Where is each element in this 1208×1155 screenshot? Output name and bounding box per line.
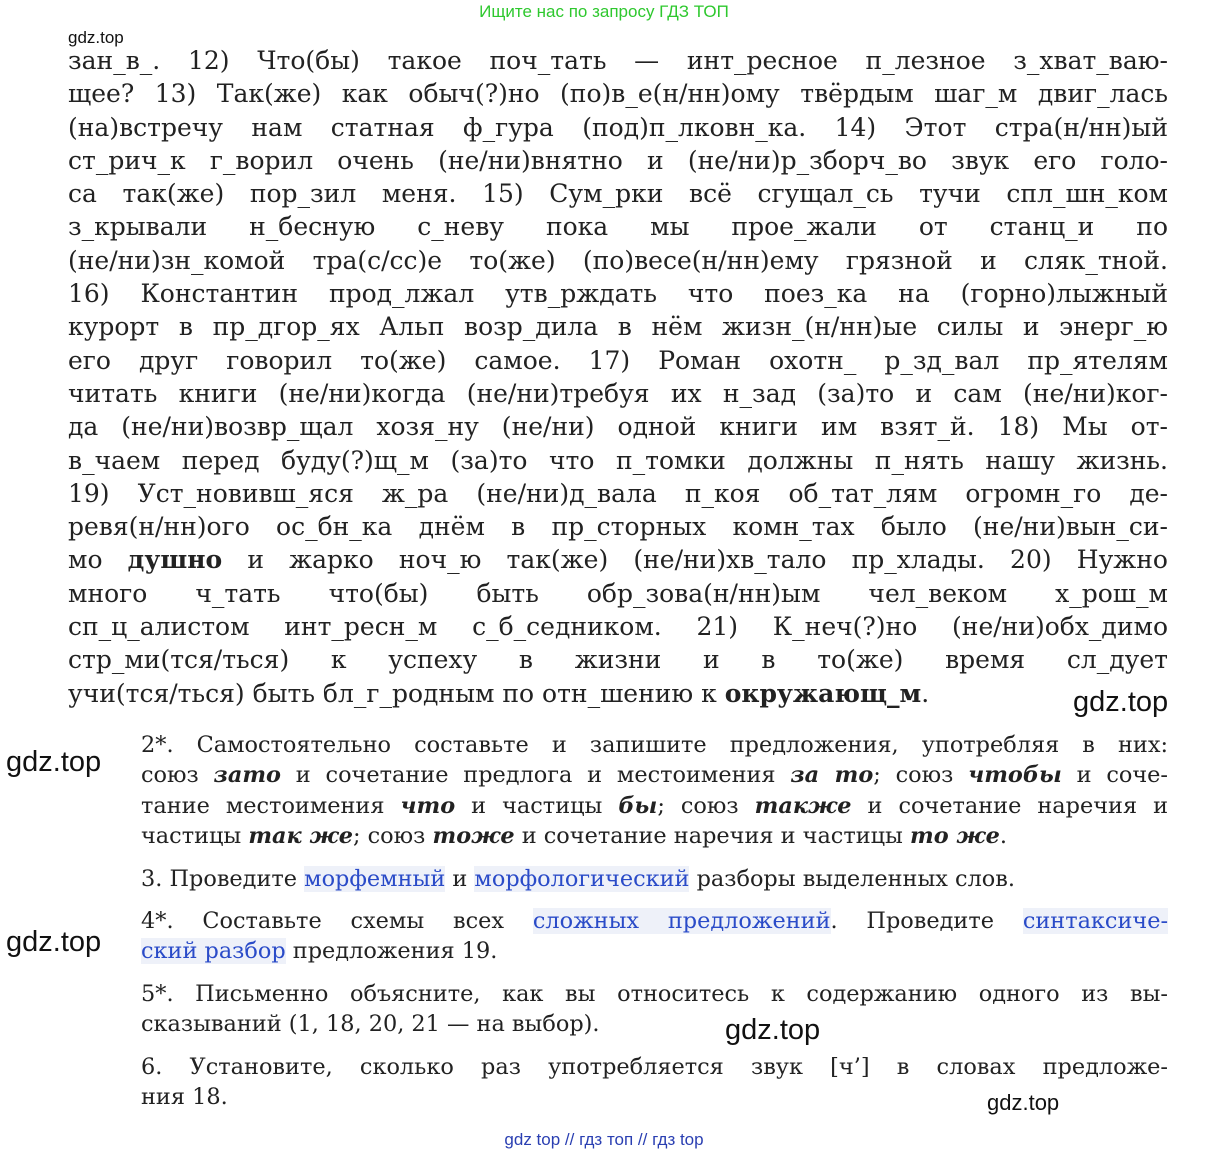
- watermark-bottom-right: gdz.top: [987, 1090, 1060, 1115]
- text-line: в_чаем перед буду(?)щ_м (за)то что п_томки должны п_нять нашу жизнь.: [68, 445, 1168, 475]
- watermark-left-2: gdz.top: [6, 926, 102, 958]
- text-fragment: разборы выделенных слов.: [689, 865, 1016, 892]
- task-list: [141, 730, 1168, 1124]
- morphological-analysis-link[interactable]: морфологический: [474, 865, 690, 892]
- keyword: так же: [248, 823, 353, 850]
- task-line: сказываний (1, 18, 20, 21 — на выбор).: [141, 1011, 600, 1038]
- text-fragment: ; союз: [873, 762, 969, 789]
- text-fragment: 3. Проведите: [141, 865, 305, 892]
- text-fragment: .: [921, 678, 930, 708]
- text-fragment: 4*. Составьте схемы всех: [141, 908, 533, 935]
- task-6: [141, 1052, 1168, 1113]
- text-line: (на)встречу нам статная ф_гура (под)п_лковн_ка. 14) Этот стра(н/нн)ый: [68, 112, 1168, 142]
- text-fragment: ; союз: [657, 792, 755, 819]
- text-line: курорт в пр_дгор_ях Альп возр_дила в нём жизн_(н/нн)ые силы и энерг_ю: [68, 312, 1168, 342]
- keyword: что: [400, 792, 456, 819]
- text-line: щее? 13) Так(же) как обыч(?)но (по)в_е(н/нн)ому твёрдым шаг_м двиг_лась: [68, 79, 1168, 109]
- task-3: [141, 864, 1168, 894]
- text-line: (не/ни)зн_комой тра(с/сс)е то(же) (по)весе(н/нн)ему грязной и сляк_тной.: [68, 245, 1168, 275]
- watermark-center: gdz.top: [725, 1014, 821, 1046]
- text-fragment: . Проведите: [830, 908, 1023, 935]
- exercise-text: [68, 44, 1168, 710]
- text-fragment: ; союз: [352, 823, 433, 850]
- keyword: также: [754, 792, 852, 819]
- search-banner: Ищите нас по запросу ГДЗ ТОП: [479, 2, 729, 21]
- keyword: за то: [790, 762, 874, 789]
- task-line: ния 18.: [141, 1084, 228, 1111]
- task-line: [141, 760, 1168, 790]
- text-fragment: и жарко ноч_ю так(же) (не/ни)хв_тало пр_хлады. 20) Нужно: [222, 545, 1168, 575]
- footer-watermark: gdz top // гдз топ // гдз top: [504, 1130, 704, 1149]
- task-line: 5*. Письменно объясните, как вы относитесь к содержанию одного из вы-: [141, 980, 1168, 1007]
- text-fragment: и сочетание наречия и частицы: [514, 823, 910, 850]
- text-line: [68, 543, 1168, 576]
- text-fragment: и: [445, 865, 475, 892]
- text-line: 19) Уст_новивш_яся ж_ра (не/ни)д_вала п_коя об_тат_лям огромн_го де-: [68, 478, 1168, 508]
- text-line: читать книги (не/ни)когда (не/ни)требуя их н_зад (за)то и сам (не/ни)ког-: [68, 378, 1168, 408]
- text-fragment: предложения 19.: [285, 938, 498, 965]
- text-fragment: и соче-: [1061, 762, 1168, 789]
- text-line: ст_рич_к г_ворил очень (не/ни)внятно и (не/ни)р_зборч_во звук его голо-: [68, 145, 1168, 175]
- task-4: [141, 906, 1168, 967]
- text-fragment: частицы: [141, 823, 249, 850]
- text-line: да (не/ни)возвр_щал хозя_ну (не/ни) одной книги им взят_й. 18) Мы от-: [68, 412, 1168, 442]
- text-fragment: тание местоимения: [141, 792, 401, 819]
- text-fragment: учи(тся/ться) быть бл_г_родным по отн_шению к: [68, 678, 725, 708]
- text-line: [68, 677, 1168, 710]
- task-line: [141, 906, 1168, 936]
- watermark-left-1: gdz.top: [6, 746, 102, 778]
- text-line: 16) Константин прод_лжал утв_рждать что поез_ка на (горно)лыжный: [68, 279, 1168, 309]
- task-line: [141, 821, 1168, 851]
- watermark-mid-right: gdz.top: [1073, 686, 1169, 718]
- keyword: бы: [618, 792, 658, 819]
- task-line: [141, 864, 1168, 894]
- keyword: зато: [213, 762, 281, 789]
- highlighted-word-okruzhayushchim: окружающ_м: [724, 678, 922, 708]
- text-fragment: .: [999, 823, 1008, 850]
- keyword: чтобы: [968, 762, 1062, 789]
- text-line: его друг говорил то(же) самое. 17) Роман охотн_ р_зд_вал пр_ятелям: [68, 345, 1168, 375]
- task-5: [141, 979, 1168, 1040]
- highlighted-word-dushno: душно: [127, 545, 223, 575]
- text-line: са так(же) пор_зил меня. 15) Сум_рки всё сгущал_сь тучи спл_шн_ком: [68, 179, 1168, 209]
- text-line: стр_ми(тся/ться) к успеху в жизни и в то(же) время сл_дует: [68, 645, 1168, 675]
- syntax-analysis-link[interactable]: синтаксиче-: [1022, 908, 1169, 935]
- text-fragment: и сочетание наречия и: [851, 792, 1169, 819]
- text-line: много ч_тать что(бы) быть обр_зова(н/нн)ым чел_веком х_рош_м: [68, 578, 1168, 608]
- text-fragment: союз: [141, 762, 214, 789]
- keyword: то же: [910, 823, 1000, 850]
- task-2: [141, 730, 1168, 852]
- text-line: ревя(н/нн)ого ос_бн_ка днём в пр_сторных комн_тах было (не/ни)вын_си-: [68, 512, 1168, 542]
- watermark-top-left: gdz.top: [68, 28, 124, 47]
- task-line: [141, 791, 1168, 821]
- syntax-analysis-link[interactable]: ский разбор: [141, 938, 286, 965]
- complex-sentences-link[interactable]: сложных предложений: [532, 908, 831, 935]
- text-fragment: мо: [68, 545, 128, 575]
- text-line: зан_в_. 12) Что(бы) такое поч_тать — инт_ресное п_лезное з_хват_ваю-: [68, 46, 1168, 75]
- task-line: 6. Установите, сколько раз употребляется звук [ч’] в словах предложе-: [141, 1053, 1168, 1080]
- task-line: [141, 936, 1168, 966]
- text-line: сп_ц_алистом инт_ресн_м с_б_седником. 21) К_неч(?)но (не/ни)обх_димо: [68, 612, 1168, 642]
- text-fragment: и сочетание предлога и местоимения: [280, 762, 791, 789]
- text-fragment: и частицы: [455, 792, 619, 819]
- morpheme-analysis-link[interactable]: морфемный: [304, 865, 446, 892]
- text-line: з_крывали н_бесную с_неву пока мы прое_жали от станц_и по: [68, 212, 1168, 242]
- keyword: тоже: [432, 823, 515, 850]
- task-line: 2*. Самостоятельно составьте и запишите предложения, употребляя в них:: [141, 732, 1168, 758]
